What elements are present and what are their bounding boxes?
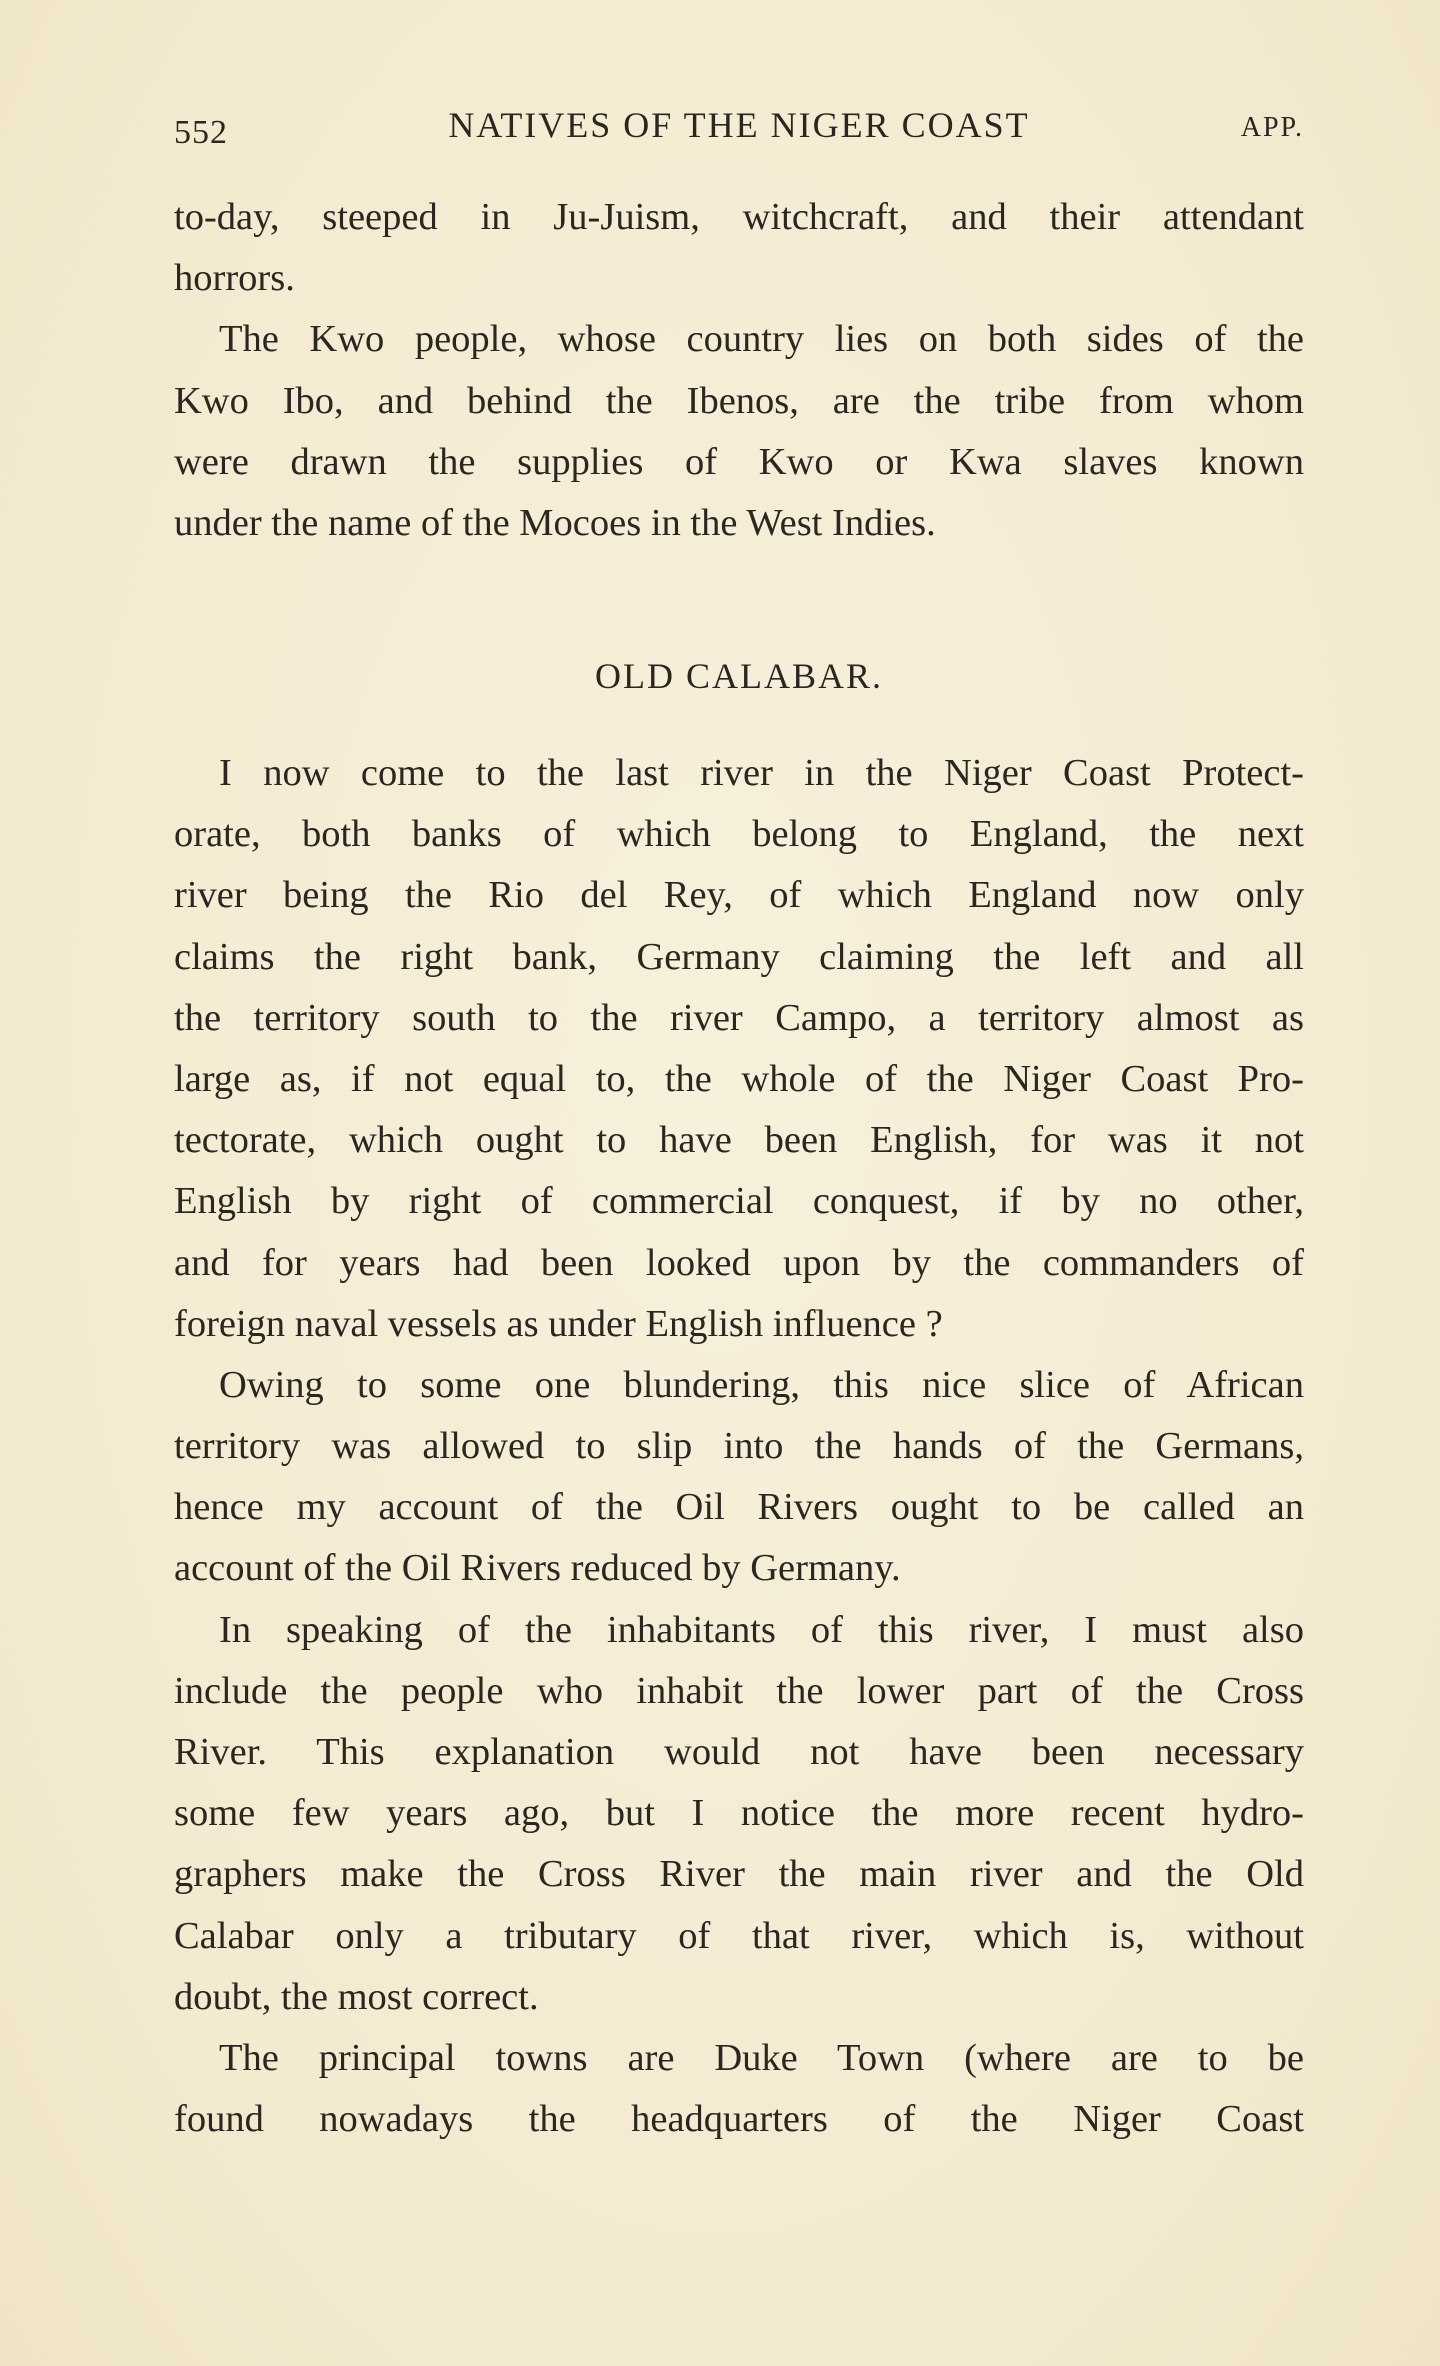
text-line: graphers make the Cross River the main river and the Old: [174, 1853, 1304, 1896]
text-line: The Kwo people, whose country lies on both sides of the: [219, 318, 1304, 361]
text-line: I now come to the last river in the Niger Coast Protect-: [219, 752, 1304, 794]
main-text-block: [174, 743, 1304, 2150]
text-line: River. This explanation would not have been necessary: [174, 1731, 1304, 1773]
text-line: Owing to some one blundering, this nice slice of African: [219, 1363, 1304, 1406]
text-line: foreign naval vessels as under English influence ?: [174, 1302, 943, 1345]
text-line: and for years had been looked upon by the commanders of: [174, 1241, 1304, 1284]
page-number: 552: [174, 114, 228, 151]
text-line: doubt, the most correct.: [174, 1975, 539, 2018]
text-line: found nowadays the headquarters of the Niger Coast: [174, 2098, 1304, 2141]
text-line: river being the Rio del Rey, of which England now only: [174, 874, 1304, 917]
text-line: large as, if not equal to, the whole of the Niger Coast Pro-: [174, 1057, 1304, 1100]
text-line: In speaking of the inhabitants of this river, I must also: [219, 1608, 1304, 1651]
text-line: the territory south to the river Campo, a territory almost as: [174, 996, 1304, 1039]
text-line: tectorate, which ought to have been English, for was it not: [174, 1119, 1304, 1162]
text-line: were drawn the supplies of Kwo or Kwa slaves known: [174, 440, 1304, 483]
text-line: English by right of commercial conquest, if by no other,: [174, 1180, 1304, 1223]
text-line: to-day, steeped in Ju-Juism, witchcraft, and their attendant: [174, 196, 1304, 238]
text-line: under the name of the Mocoes in the West Indies.: [174, 501, 936, 544]
section-label: APP.: [1240, 112, 1304, 143]
text-line: hence my account of the Oil Rivers ought to be called an: [174, 1486, 1304, 1529]
section-heading: OLD CALABAR.: [594, 656, 883, 696]
text-line: orate, both banks of which belong to England, the next: [174, 813, 1304, 856]
text-line: The principal towns are Duke Town (where are to be: [219, 2036, 1304, 2079]
page-header: [174, 100, 1304, 160]
text-line: include the people who inhabit the lower part of the Cross: [174, 1669, 1304, 1712]
text-line: account of the Oil Rivers reduced by Germany.: [174, 1547, 901, 1590]
text-line: horrors.: [174, 257, 295, 300]
running-title: NATIVES OF THE NIGER COAST: [448, 105, 1030, 145]
text-line: some few years ago, but I notice the more recent hydro-: [174, 1792, 1304, 1835]
text-line: territory was allowed to slip into the hands of the Germans,: [174, 1425, 1304, 1468]
intro-text-block: [174, 187, 1304, 554]
text-line: Kwo Ibo, and behind the Ibenos, are the tribe from whom: [174, 379, 1304, 422]
text-line: Calabar only a tributary of that river, which is, without: [174, 1914, 1304, 1957]
text-line: claims the right bank, Germany claiming the left and all: [174, 935, 1304, 978]
